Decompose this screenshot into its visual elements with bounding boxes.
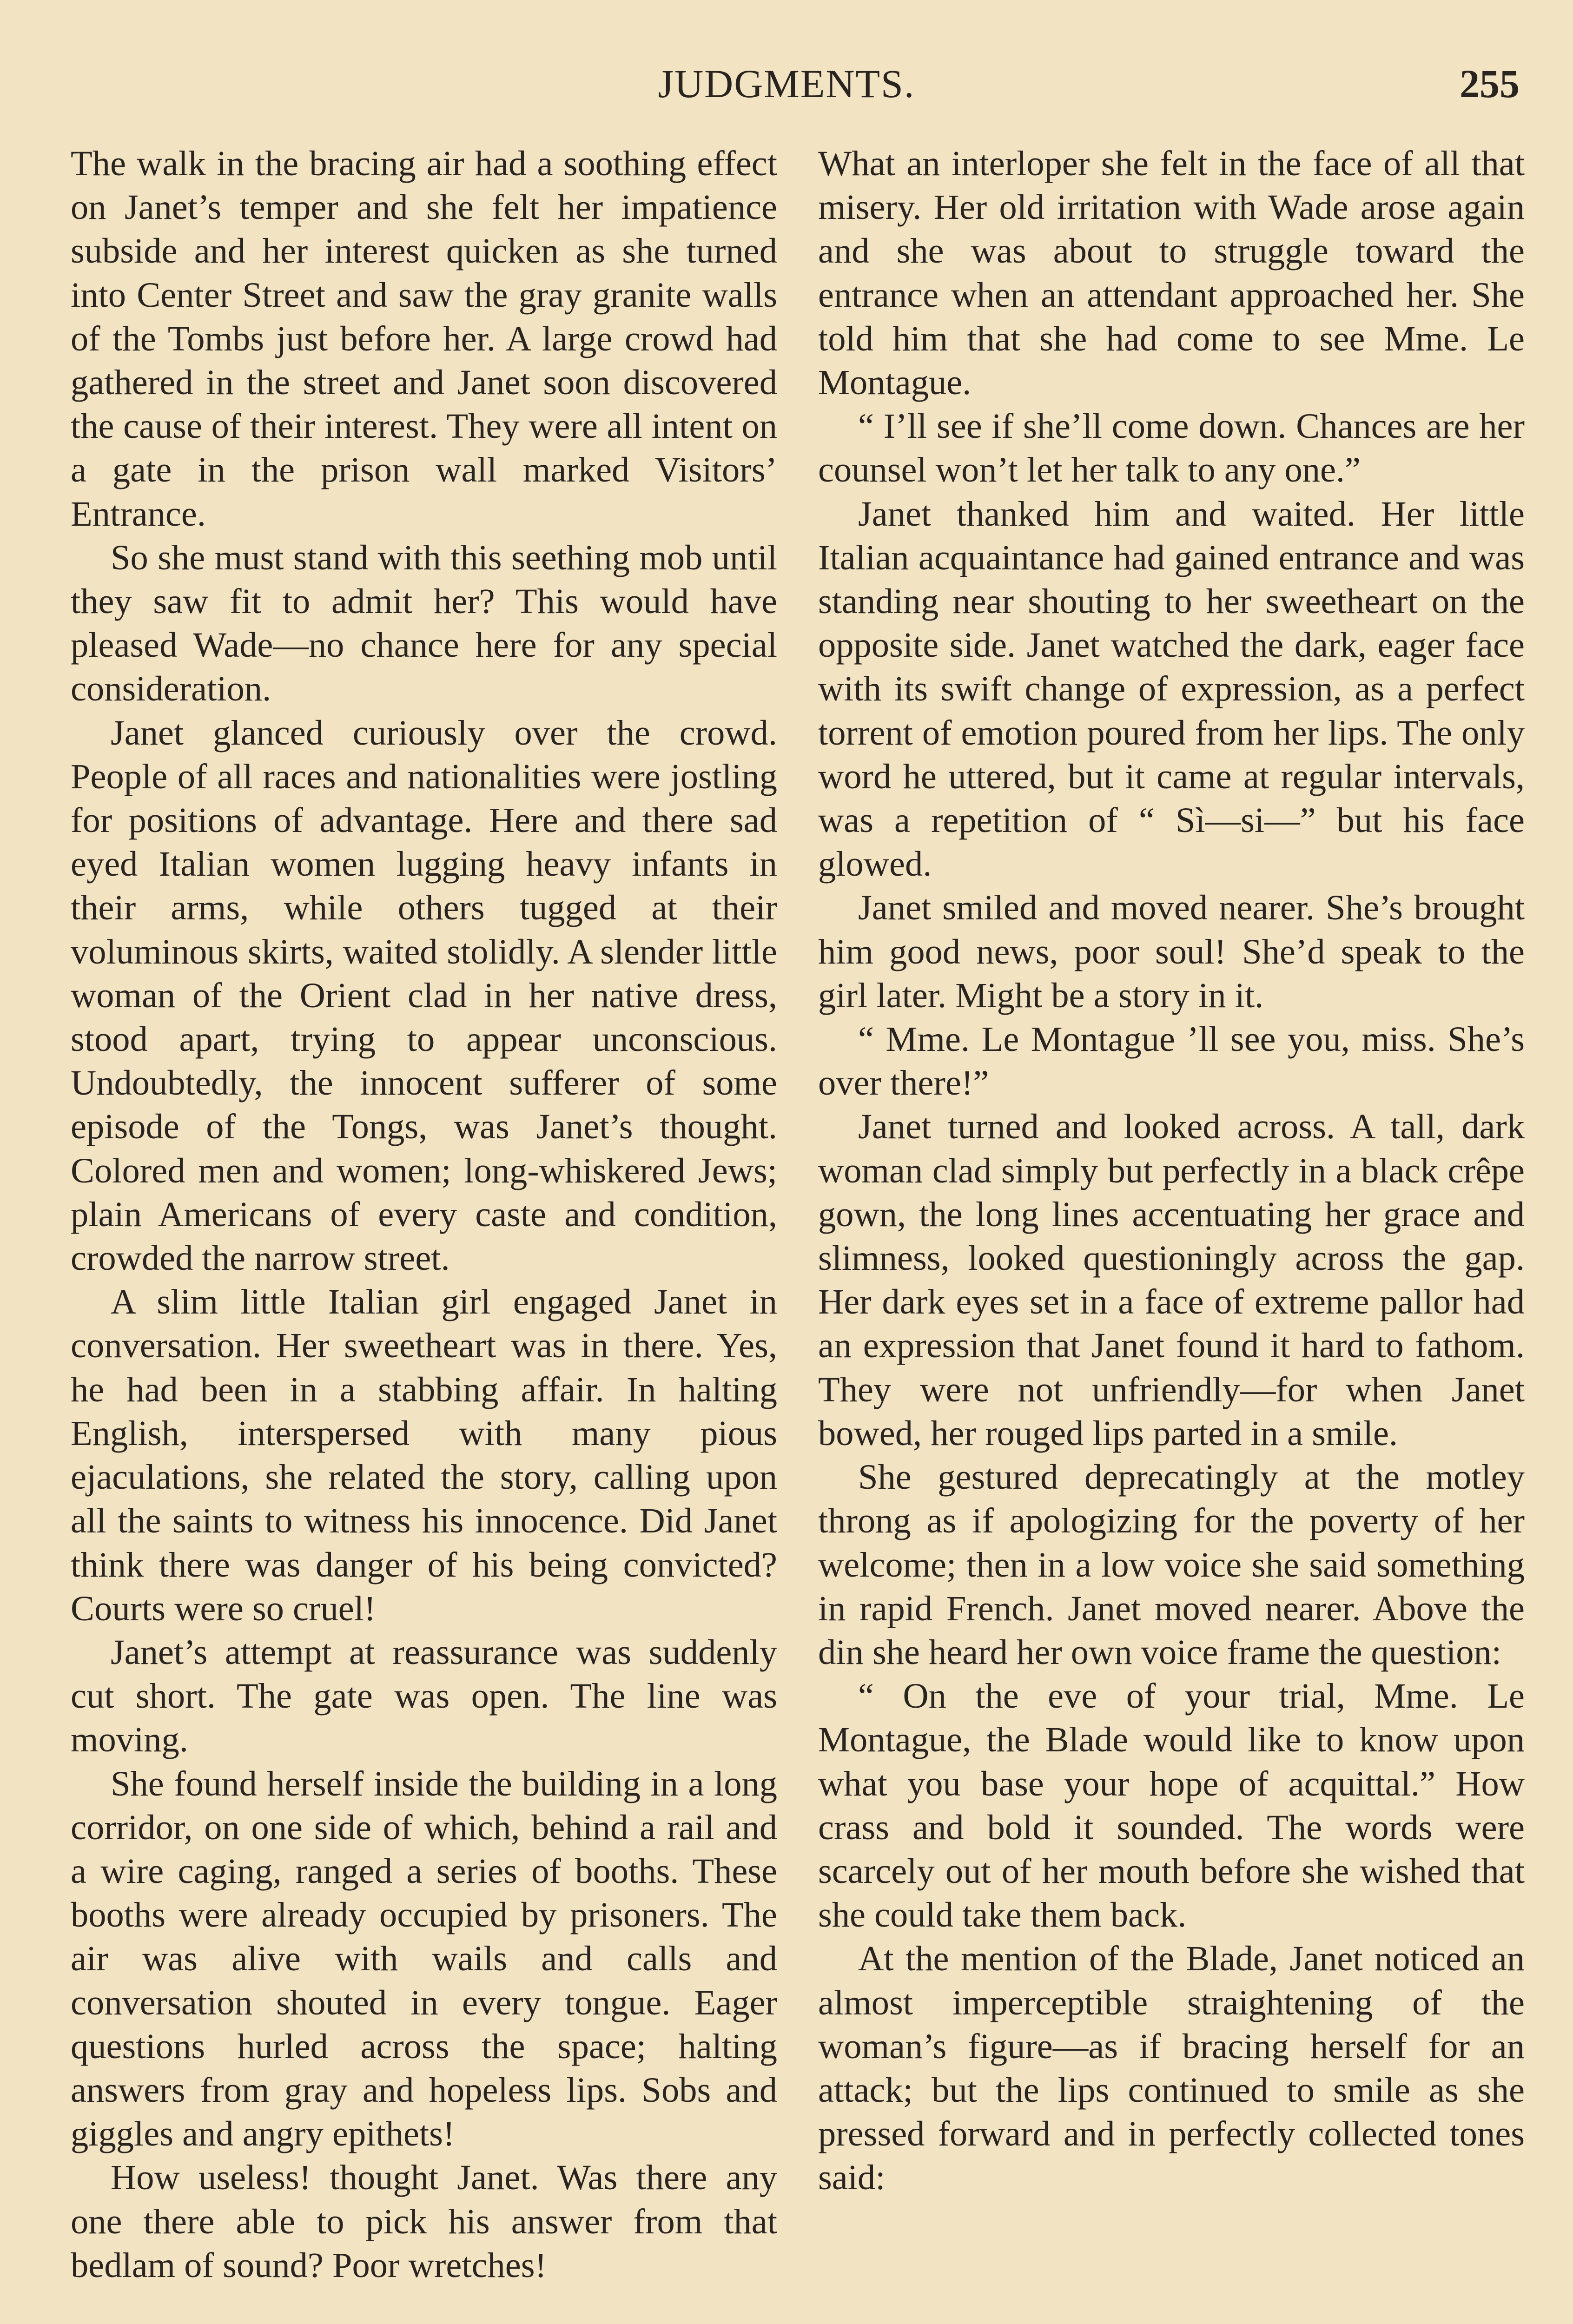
- chapter-title: JUDGMENTS.: [658, 61, 915, 106]
- paragraph: “ On the eve of your trial, Mme. Le Montague, the Blade would like to know upon what you base your hope of acquittal.” How crass and bold it sounded. The words were scarcely out of her mouth before she wished that she could take them back.: [818, 1676, 1525, 1935]
- paragraph: “ I’ll see if she’ll come down. Chances are her counsel won’t let her talk to any one.”: [818, 406, 1525, 490]
- paragraph: The walk in the bracing air had a soothing effect on Janet’s temper and she felt her impatience subside and her interest quicken as she turned into Center Street and saw the gray granite walls of the Tombs just before her. A large crowd had gathered in the street and Janet soon discovered the cause of their interest. They were all intent on a gate in the prison wall marked Visitors’ Entrance.: [71, 144, 777, 534]
- paragraph: What an interloper she felt in the face of all that misery. Her old irritation with Wade arose again and she was about to struggle toward the entrance when an attendant approached her. She told him that she had come to see Mme. Le Montague.: [818, 144, 1525, 403]
- paragraph: She gestured deprecatingly at the motley throng as if apologizing for the poverty of her welcome; then in a low voice she said something in rapid French. Janet moved nearer. Above the din she heard her own voice frame the question:: [818, 1457, 1525, 1672]
- page-number: 255: [1460, 61, 1520, 106]
- paragraph: A slim little Italian girl engaged Janet in conversation. Her sweetheart was in there. Yes, he had been in a stabbing affair. In halting English, interspersed with many pious ejaculations, she related the story, calling upon all the saints to witness his innocence. Did Janet think there was danger of his being convicted? Courts were so cruel!: [71, 1282, 777, 1628]
- paragraph: Janet glanced curiously over the crowd. People of all races and nationalities were jostling for positions of advantage. Here and there sad eyed Italian women lugging heavy infants in their arms, while others tugged at their voluminous skirts, waited stolidly. A slender little woman of the Orient clad in her native dress, stood apart, trying to appear unconscious. Undoubtedly, the innocent sufferer of some episode of the Tongs, was Janet’s thought. Colored men and women; long-whiskered Jews; plain Americans of every caste and condition, crowded the narrow street.: [71, 713, 777, 1278]
- paragraph: So she must stand with this seething mob until they saw fit to admit her? This would have pleased Wade—no chance here for any special consideration.: [71, 537, 777, 709]
- paragraph: Janet turned and looked across. A tall, dark woman clad simply but perfectly in a black crêpe gown, the long lines accentuating her grace and slimness, looked questioningly across the gap. Her dark eyes set in a face of extreme pallor had an expression that Janet found it hard to fathom. They were not unfriendly—for when Janet bowed, her rouged lips parted in a smile.: [818, 1107, 1525, 1453]
- right-column: [818, 142, 1525, 2200]
- paragraph: Janet thanked him and waited. Her little Italian acquaintance had gained entrance and was standing near shouting to her sweetheart on the opposite side. Janet watched the dark, eager face with its swift change of expression, as a perfect torrent of emotion poured from her lips. The only word he uttered, but it came at regular intervals, was a repetition of “ Sì—si—” but his face glowed.: [818, 494, 1525, 884]
- left-column: [71, 142, 777, 2287]
- paragraph: Janet smiled and moved nearer. She’s brought him good news, poor soul! She’d speak to the girl later. Might be a story in it.: [818, 888, 1525, 1015]
- paragraph: “ Mme. Le Montague ’ll see you, miss. She’s over there!”: [818, 1019, 1525, 1103]
- running-head: [0, 56, 1573, 112]
- paragraph: How useless! thought Janet. Was there any one there able to pick his answer from that bedlam of sound? Poor wretches!: [71, 2158, 777, 2285]
- paragraph: Janet’s attempt at reassurance was suddenly cut short. The gate was open. The line was moving.: [71, 1632, 777, 1760]
- paragraph: At the mention of the Blade, Janet noticed an almost imperceptible straightening of the woman’s figure—as if bracing herself for an attack; but the lips continued to smile as she pressed forward and in perfectly collected tones said:: [818, 1939, 1525, 2198]
- paragraph: She found herself inside the building in a long corridor, on one side of which, behind a rail and a wire caging, ranged a series of booths. These booths were already occupied by prisoners. The air was alive with wails and calls and conversation shouted in every tongue. Eager questions hurled across the space; halting answers from gray and hopeless lips. Sobs and giggles and angry epithets!: [71, 1763, 777, 2154]
